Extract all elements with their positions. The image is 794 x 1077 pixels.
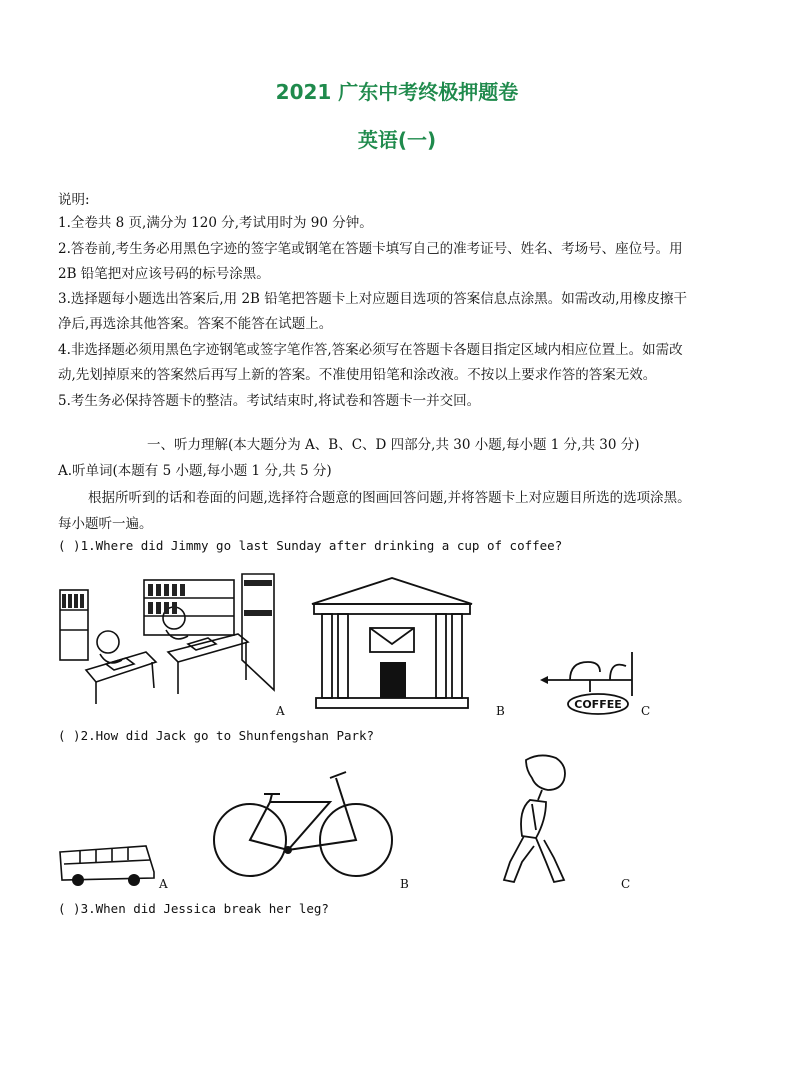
instruction-line: 5.考生务必保持答题卡的整洁。考试结束时,将试卷和答题卡一并交回。 bbox=[58, 393, 481, 409]
section-heading: 一、听力理解(本大题分为 A、B、C、D 四部分,共 30 小题,每小题 1 分,共 30 分) bbox=[147, 437, 640, 453]
directions-line: 每小题听一遍。 bbox=[58, 516, 153, 532]
option-label-b: B bbox=[400, 877, 409, 891]
question-text: 1.Where did Jimmy go last Sunday after drinking a cup of coffee? bbox=[80, 538, 563, 553]
exam-subtitle: 英语(一) bbox=[357, 128, 437, 152]
answer-bracket[interactable]: ( ) bbox=[58, 538, 81, 553]
option-label-b: B bbox=[496, 704, 505, 718]
museum-picture bbox=[308, 574, 476, 712]
coffee-sign-picture bbox=[540, 652, 636, 716]
coffee-sign-text: COFFEE bbox=[574, 698, 622, 711]
question-text: 3.When did Jessica break her leg? bbox=[80, 901, 329, 916]
instruction-line: 1.全卷共 8 页,满分为 120 分,考试用时为 90 分钟。 bbox=[58, 215, 373, 231]
library-picture bbox=[56, 570, 278, 710]
option-label-c: C bbox=[621, 877, 631, 891]
walking-man-picture bbox=[496, 750, 580, 890]
instruction-line: 2B 铅笔把对应该号码的标号涂黑。 bbox=[58, 266, 270, 282]
directions-line: 根据所听到的话和卷面的问题,选择符合题意的图画回答问题,并将答题卡上对应题目所选的选项涂黑。 bbox=[88, 490, 691, 506]
exam-title: 2021 广东中考终极押题卷 bbox=[275, 80, 519, 104]
instruction-line: 净后,再选涂其他答案。答案不能答在试题上。 bbox=[58, 316, 333, 332]
answer-bracket[interactable]: ( ) bbox=[58, 901, 81, 916]
instruction-line: 动,先划掉原来的答案然后再写上新的答案。不准使用铅笔和涂改液。不按以上要求作答的答案无效。 bbox=[58, 367, 657, 383]
instruction-line: 3.选择题每小题选出答案后,用 2B 铅笔把答题卡上对应题目选项的答案信息点涂黑。如需改动,用橡皮擦干 bbox=[58, 291, 688, 307]
option-label-a: A bbox=[159, 877, 168, 891]
question-2 bbox=[58, 728, 374, 743]
option-label-c: C bbox=[641, 704, 651, 718]
answer-bracket[interactable]: ( ) bbox=[58, 728, 81, 743]
bus-picture bbox=[56, 842, 158, 888]
instructions-heading: 说明: bbox=[58, 192, 90, 208]
question-1 bbox=[58, 538, 562, 553]
part-a-heading: A.听单词(本题有 5 小题,每小题 1 分,共 5 分) bbox=[58, 463, 332, 479]
question-text: 2.How did Jack go to Shunfengshan Park? bbox=[80, 728, 375, 743]
question-3 bbox=[58, 901, 329, 916]
instruction-line: 2.答卷前,考生务必用黑色字迹的签字笔或钢笔在答题卡填写自己的准考证号、姓名、考场号、座位号。用 bbox=[58, 241, 683, 257]
option-label-a: A bbox=[276, 704, 285, 718]
instruction-line: 4.非选择题必须用黑色字迹钢笔或签字笔作答,答案必须写在答题卡各题目指定区域内相应位置上。如需改 bbox=[58, 342, 683, 358]
bicycle-picture bbox=[210, 764, 396, 880]
